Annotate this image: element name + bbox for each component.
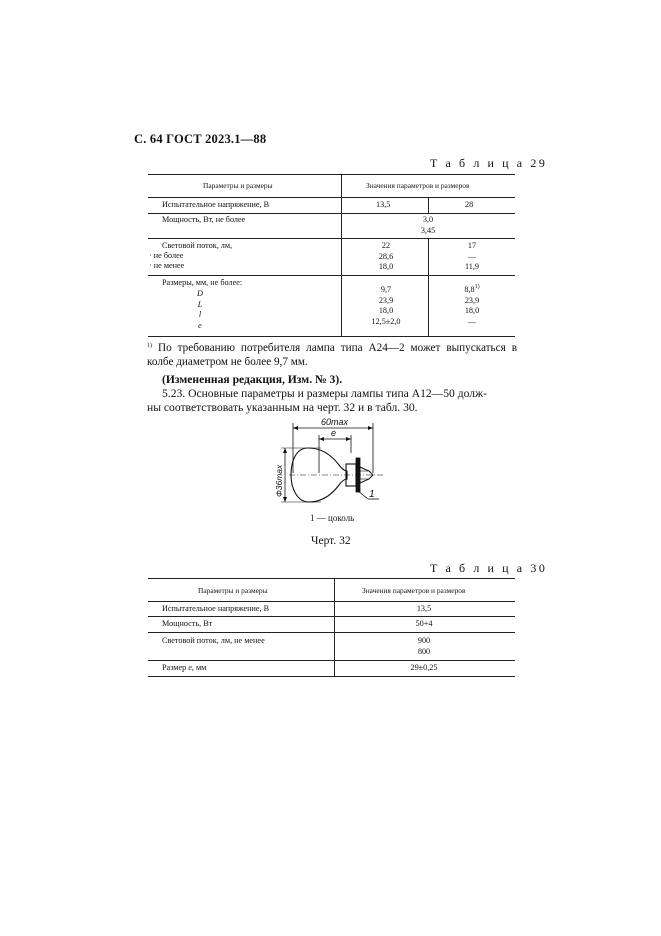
t29-power-label: Мощность, Вт, не более — [162, 215, 246, 224]
dim-label-e: e — [331, 428, 337, 438]
table-29-header-rule — [148, 197, 515, 198]
callout-leader — [358, 491, 368, 499]
table-29-subcol-divider-1 — [428, 197, 429, 213]
table-29-row-rule-1 — [148, 213, 515, 214]
t30-row-1-label: Испытательное напряжение, В — [162, 604, 270, 613]
t30-row-4-label: Размер e, мм — [162, 663, 207, 672]
t29-dims-col1: 9,7 23,9 18,0 12,5±2,0 — [371, 285, 401, 326]
t30-row-3-label: Световой поток, лм, не менее — [162, 636, 265, 645]
table-30-header-rule — [148, 601, 515, 602]
table-29-col-divider — [341, 174, 342, 336]
table-30-header-values: Значения параметров и размеров — [362, 586, 466, 595]
t29-dims-col2: 8,8$^{1)}$ 23,9 18,0 — — [464, 284, 480, 326]
t30-row-2-value: 50+4 — [415, 619, 433, 628]
t29-power-value-1: 3,0 — [422, 215, 434, 224]
t29-voltage-label: Испытательное напряжение, В — [162, 200, 270, 209]
t29-flux-sub2: · не менее — [149, 261, 185, 270]
t29-voltage-v2: 28 — [465, 200, 474, 209]
t29-flux-col1: 22 28,6 18,0 — [378, 241, 394, 271]
table-30-top-rule — [148, 578, 515, 579]
table-30-caption: Т а б л и ц а 30 — [430, 561, 548, 575]
t30-row-2-label: Мощность, Вт — [162, 619, 213, 628]
table-30-row-rule-3 — [148, 660, 515, 661]
table-29-subcol-divider-2 — [428, 238, 429, 336]
table-30-col-divider — [334, 578, 335, 676]
table-29-header-values: Значения параметров и размеров — [366, 181, 470, 190]
t29-dims-letters: D L l e — [197, 289, 203, 330]
table-30-bottom-rule — [148, 676, 515, 677]
dim-label-60max: 60max — [321, 417, 349, 427]
drawing-caption: Черт. 32 — [311, 535, 351, 547]
t29-dims-label: Размеры, мм, не более: — [162, 278, 243, 287]
paragraph-5-23-line-2: ны соответствовать указанным на черт. 32 и в табл. 30. — [147, 401, 418, 414]
t29-flux-col2: 17 — 11,9 — [464, 241, 480, 271]
drawing-legend: 1 — цоколь — [310, 513, 355, 523]
table-29-footnote: $^{1)}$ По требованию потребителя лампа типа А24—2 может выпускаться в колбе диаметром не более 9,7 мм. — [147, 342, 518, 368]
change-note: (Измененная редакция, Изм. № 3). — [162, 373, 343, 386]
table-29-row-rule-2 — [148, 238, 515, 239]
table-30-row-rule-2 — [148, 632, 515, 633]
dim-label-diameter: Ф36max — [274, 464, 284, 497]
table-30-header-params: Параметры и размеры — [198, 586, 268, 595]
page-header: С. 64 ГОСТ 2023.1—88 — [134, 132, 267, 146]
lamp-base-flange — [356, 458, 360, 492]
t29-power-value-2: 3,45 — [420, 225, 436, 235]
table-29-top-rule — [148, 174, 515, 175]
t29-voltage-v1: 13,5 — [376, 200, 391, 209]
t29-flux-sub1: · не более — [149, 251, 184, 260]
table-29-caption: Т а б л и ц а 29 — [430, 156, 548, 170]
t29-power-values — [408, 215, 448, 236]
table-29-header-params: Параметры и размеры — [203, 181, 273, 190]
table-29-bottom-rule — [148, 336, 515, 337]
t29-flux-label: Световой поток, лм, — [162, 241, 233, 250]
t30-row-1-value: 13,5 — [416, 604, 432, 613]
t30-row-4-value: 29±0,25 — [410, 663, 438, 672]
paragraph-5-23-line-1: 5.23. Основные параметры и размеры лампы типа А12—50 долж- — [162, 387, 487, 400]
table-30-row-rule-1 — [148, 616, 515, 617]
callout-number: 1 — [369, 489, 375, 500]
table-29-row-rule-3 — [148, 275, 515, 276]
lamp-drawing — [265, 415, 390, 515]
t30-row-3-values: 900 800 — [417, 636, 431, 656]
